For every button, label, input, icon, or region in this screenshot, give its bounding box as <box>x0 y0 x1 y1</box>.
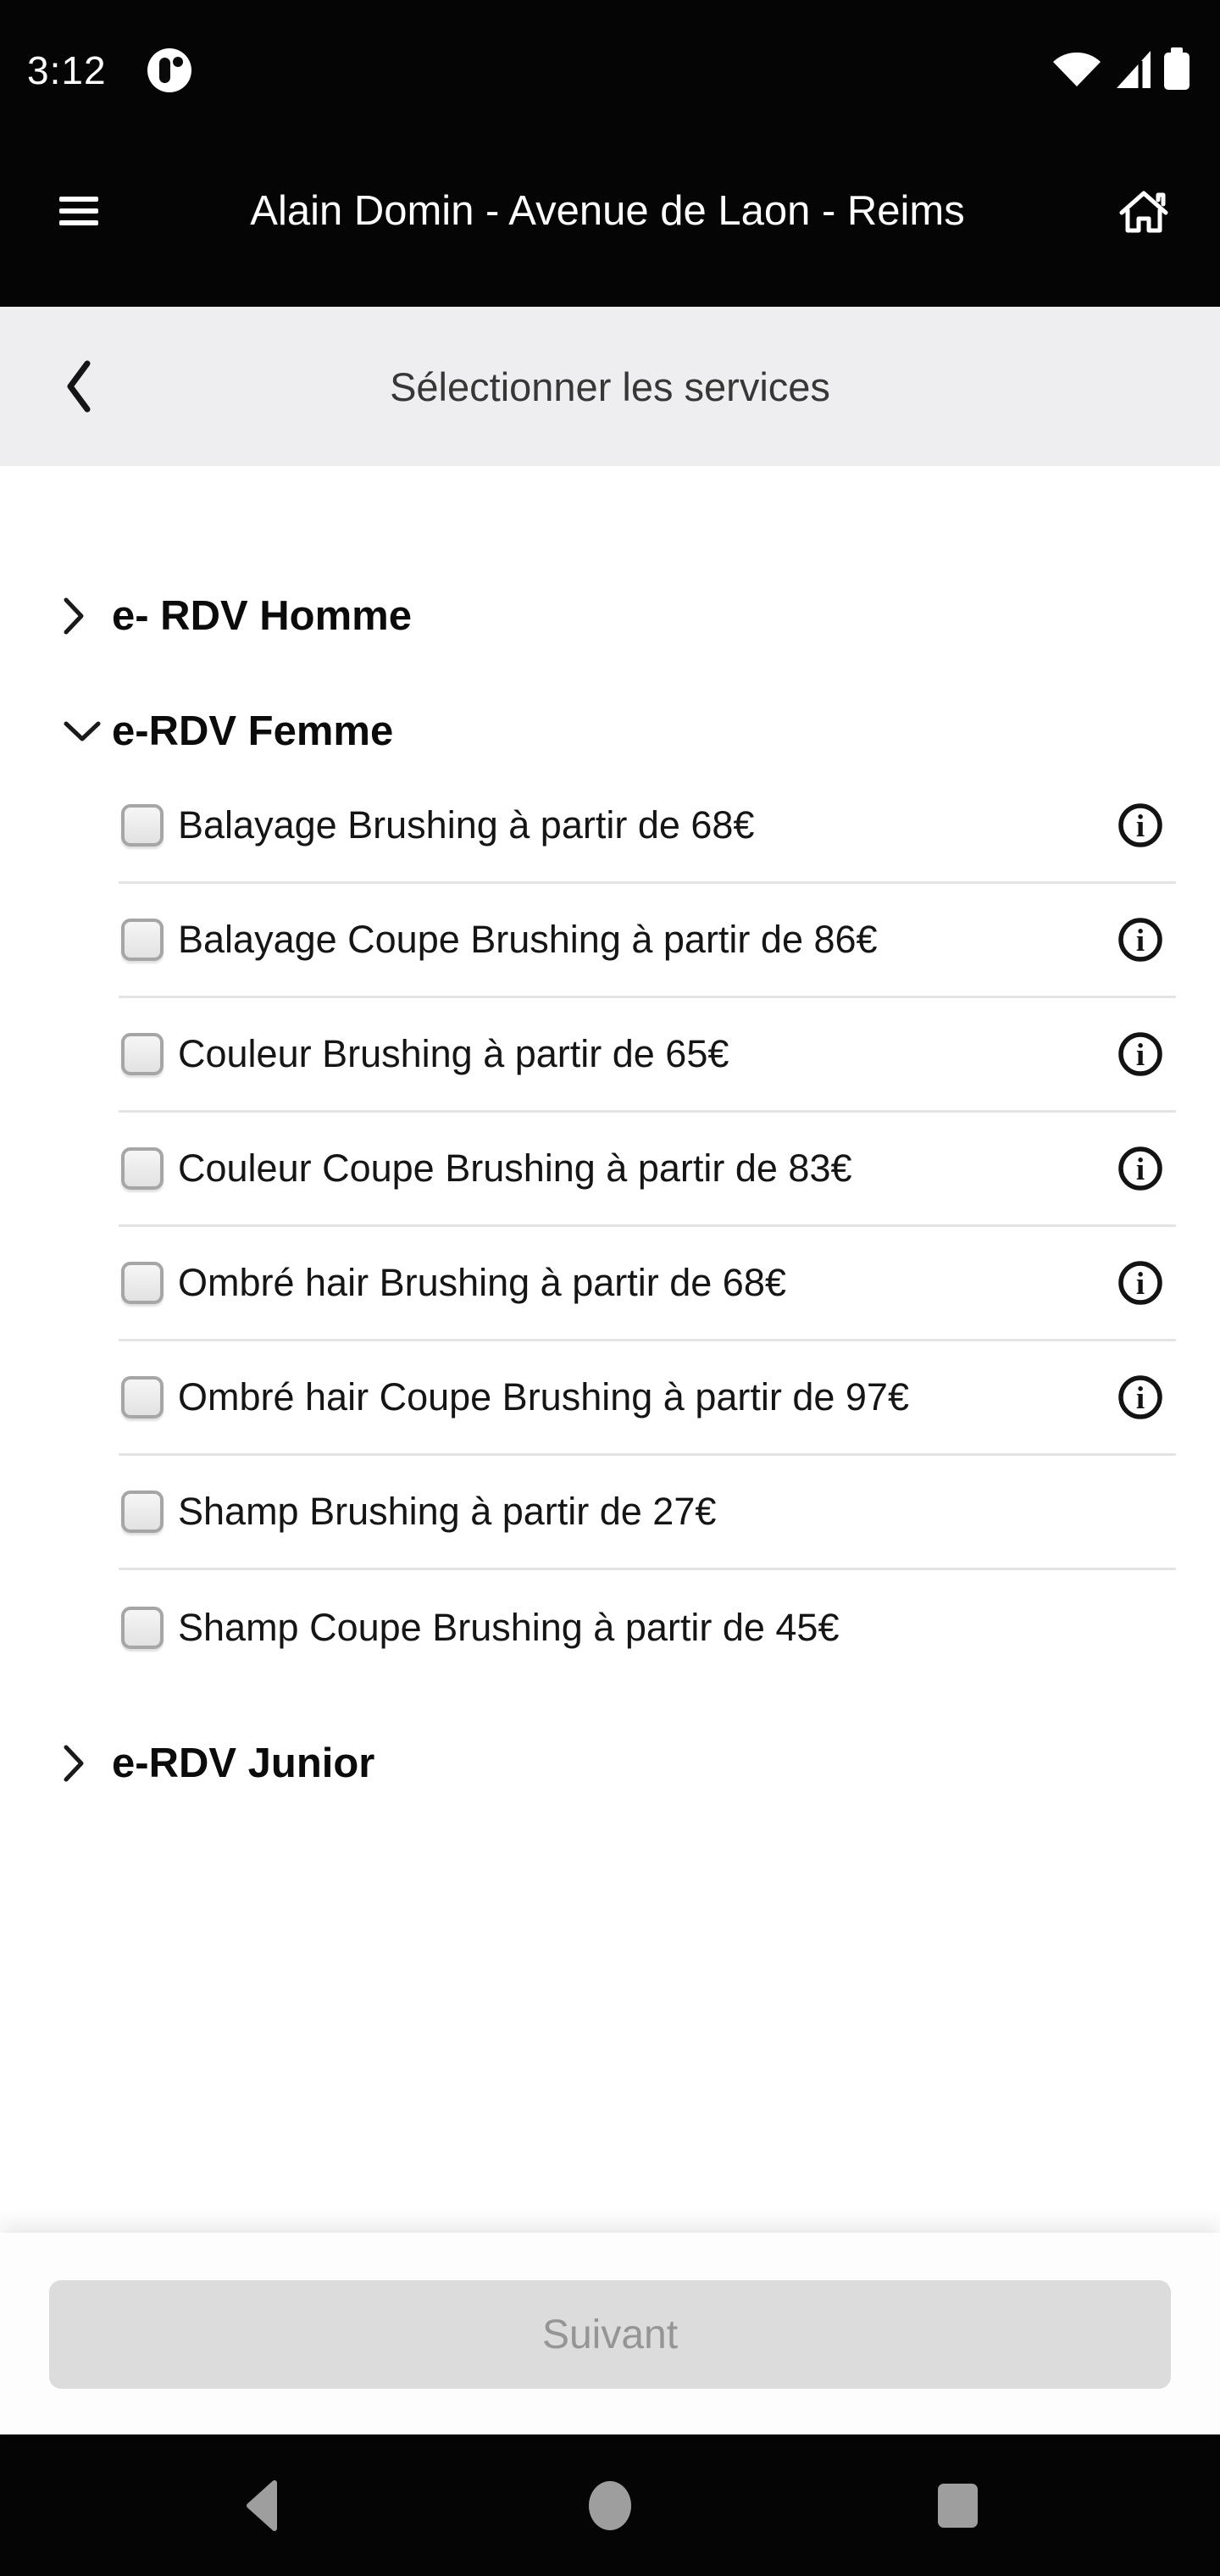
service-label: Shamp Brushing à partir de 27€ <box>178 1490 717 1533</box>
service-row[interactable] <box>119 998 1176 1113</box>
info-icon[interactable] <box>1117 1145 1164 1192</box>
service-section <box>0 591 1220 641</box>
service-row[interactable] <box>119 1570 1176 1685</box>
service-row[interactable] <box>119 1456 1176 1570</box>
service-checkbox[interactable] <box>121 1376 164 1418</box>
service-row[interactable] <box>119 884 1176 998</box>
service-label: Couleur Brushing à partir de 65€ <box>178 1032 729 1075</box>
chevron-right-icon <box>63 1744 85 1783</box>
service-checkbox[interactable] <box>121 1607 164 1649</box>
back-chevron-icon <box>66 360 92 413</box>
app-bar <box>0 115 1220 307</box>
info-icon[interactable] <box>1117 916 1164 963</box>
svg-text:i: i <box>1135 1152 1145 1187</box>
section-label: e- RDV Homme <box>112 593 412 639</box>
service-row[interactable] <box>119 1113 1176 1227</box>
chevron-down-icon <box>63 720 102 742</box>
section-header[interactable] <box>0 707 1220 756</box>
status-bar <box>0 0 1220 115</box>
next-button[interactable]: Suivant <box>49 2280 1171 2389</box>
back-button[interactable] <box>66 357 100 416</box>
section-header[interactable] <box>0 1739 1220 1788</box>
section-header[interactable] <box>0 591 1220 641</box>
menu-icon[interactable] <box>59 192 98 230</box>
service-section <box>0 707 1220 1685</box>
service-checkbox[interactable] <box>121 1491 164 1533</box>
service-label: Couleur Coupe Brushing à partir de 83€ <box>178 1146 852 1190</box>
section-label: e-RDV Junior <box>112 1740 375 1786</box>
info-icon[interactable] <box>1117 1259 1164 1307</box>
svg-text:i: i <box>1135 1038 1145 1073</box>
nav-recents-button[interactable] <box>930 2479 984 2533</box>
section-items <box>119 769 1176 1685</box>
clock: 3:12 <box>27 48 107 92</box>
service-label: Ombré hair Brushing à partir de 68€ <box>178 1261 786 1304</box>
battery-icon <box>1164 47 1190 94</box>
service-row[interactable] <box>119 1227 1176 1341</box>
services-list <box>0 466 1220 2233</box>
service-checkbox[interactable] <box>121 1033 164 1075</box>
svg-text:i: i <box>1135 1381 1145 1416</box>
page-title: Sélectionner les services <box>390 364 830 409</box>
svg-text:i: i <box>1135 924 1145 958</box>
svg-text:i: i <box>1135 1267 1145 1302</box>
home-circle-icon <box>589 2481 631 2530</box>
service-checkbox[interactable] <box>121 1147 164 1190</box>
chevron-right-icon <box>63 597 85 636</box>
back-triangle-icon <box>246 2479 280 2532</box>
info-icon[interactable] <box>1117 1030 1164 1078</box>
page-header <box>0 307 1220 466</box>
service-row[interactable] <box>119 1341 1176 1456</box>
home-button[interactable] <box>1117 187 1171 235</box>
footer <box>0 2233 1220 2434</box>
recents-square-icon <box>938 2484 978 2528</box>
app-title: Alain Domin - Avenue de Laon - Reims <box>250 188 965 234</box>
service-section <box>0 1739 1220 1788</box>
service-label: Balayage Coupe Brushing à partir de 86€ <box>178 918 878 961</box>
service-label: Balayage Brushing à partir de 68€ <box>178 803 755 847</box>
svg-text:i: i <box>1135 809 1145 844</box>
info-icon[interactable] <box>1117 1374 1164 1421</box>
nav-home-button[interactable] <box>583 2479 637 2533</box>
service-label: Ombré hair Coupe Brushing à partir de 97€ <box>178 1375 909 1418</box>
service-label: Shamp Coupe Brushing à partir de 45€ <box>178 1605 840 1649</box>
service-row[interactable] <box>119 769 1176 884</box>
service-checkbox[interactable] <box>121 804 164 847</box>
notification-icon <box>147 48 191 92</box>
cellular-signal-icon <box>1115 49 1152 94</box>
wifi-icon <box>1051 47 1103 94</box>
service-checkbox[interactable] <box>121 1262 164 1304</box>
service-checkbox[interactable] <box>121 919 164 961</box>
section-label: e-RDV Femme <box>112 708 394 754</box>
home-icon <box>1117 187 1171 235</box>
info-icon[interactable] <box>1117 802 1164 849</box>
android-nav-bar <box>0 2434 1220 2576</box>
nav-back-button[interactable] <box>236 2479 290 2533</box>
